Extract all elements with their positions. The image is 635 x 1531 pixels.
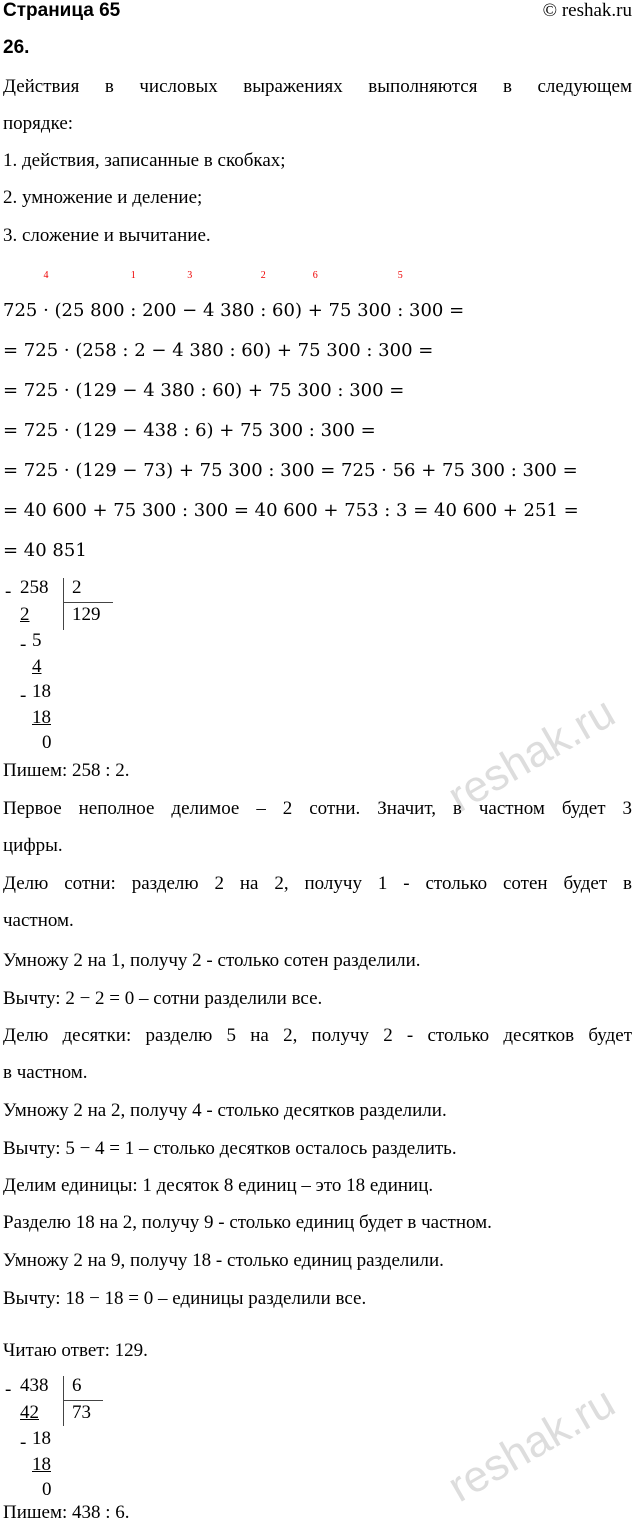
expr-part: 725 <box>3 300 44 321</box>
op-divide: : 5 <box>397 270 404 321</box>
division-row: 0 <box>42 732 52 753</box>
text-line: Пишем: 258 : 2. <box>3 760 130 781</box>
expr-part: 300 = <box>403 300 465 321</box>
division-row: 18 <box>32 1428 51 1449</box>
division-bar <box>63 1376 64 1426</box>
quotient: 73 <box>72 1402 91 1423</box>
division-row: 0 <box>42 1479 52 1500</box>
minus-sign: - <box>20 685 27 706</box>
quotient: 129 <box>72 604 101 625</box>
expr-part: 75 300 <box>322 300 398 321</box>
text-line: Делим единицы: 1 десяток 8 единиц – это 18 единиц. <box>3 1175 434 1196</box>
text-line: Делю сотни: разделю 2 на 2, получу 1 - столько сотен будет в <box>3 873 632 894</box>
expression <box>3 270 632 329</box>
op-divide: : 1 <box>130 270 137 321</box>
rule-item: 1. действия, записанные в скобках; <box>3 150 286 171</box>
division-bar <box>63 578 64 630</box>
minus-sign: - <box>20 634 27 655</box>
minus-sign: - <box>5 1379 12 1400</box>
division-row: 18 <box>32 1454 51 1475</box>
division-row: 18 <box>32 707 51 728</box>
order-mark: 3 <box>187 270 193 281</box>
step-line: = 725 · (129 − 438 : 6) + 75 300 : 300 = <box>3 420 376 441</box>
intro-line: Действия в числовых выражениях выполняются в следующем <box>3 76 632 97</box>
text-line: частном. <box>3 910 74 931</box>
op-multiply: · 4 <box>43 270 49 321</box>
division-row: 18 <box>32 681 51 702</box>
expr-part: 4 380 <box>197 300 261 321</box>
step-line: = 725 · (129 − 4 380 : 60) + 75 300 : 300 = <box>3 380 405 401</box>
order-mark: 4 <box>43 270 49 281</box>
page-title: Страница 65 <box>3 0 121 21</box>
task-number: 26. <box>3 37 30 58</box>
text-line: Разделю 18 на 2, получу 9 - столько единиц будет в частном. <box>3 1212 492 1233</box>
rule-item: 2. умножение и деление; <box>3 187 203 208</box>
site-credit: © reshak.ru <box>542 0 632 21</box>
text-line: Умножу 2 на 9, получу 18 - столько единиц разделили. <box>3 1250 444 1271</box>
minus-sign: - <box>20 1432 27 1453</box>
text-line: Вычту: 18 − 18 = 0 – единицы разделили все. <box>3 1288 367 1309</box>
op-plus: + 6 <box>307 270 323 321</box>
division-row: 42 <box>20 1402 39 1423</box>
expr-part: 60) <box>266 300 308 321</box>
watermark: reshak.ru <box>439 1377 624 1512</box>
op-minus: − 3 <box>182 270 198 321</box>
text-line: Вычту: 2 − 2 = 0 – сотни разделили все. <box>3 988 323 1009</box>
division-row: 5 <box>32 630 42 651</box>
step-line: = 40 851 <box>3 540 87 561</box>
dividend: 438 <box>20 1375 49 1396</box>
order-mark: 6 <box>312 270 318 281</box>
text-line: цифры. <box>3 835 63 856</box>
division-row: 2 <box>20 604 30 625</box>
text-line: Делю десятки: разделю 5 на 2, получу 2 - столько десятков будет <box>3 1025 632 1046</box>
step-line: = 40 600 + 75 300 : 300 = 40 600 + 753 : 3 = 40 600 + 251 = <box>3 500 579 521</box>
watermark: reshak.ru <box>439 687 624 822</box>
division-line <box>63 1400 103 1401</box>
order-mark: 1 <box>130 270 136 281</box>
text-line: Умножу 2 на 1, получу 2 - столько сотен разделили. <box>3 950 421 971</box>
divisor: 6 <box>72 1375 82 1396</box>
intro-line: порядке: <box>3 113 74 134</box>
text-line: Вычту: 5 − 4 = 1 – столько десятков осталось разделить. <box>3 1138 457 1159</box>
text-line: Умножу 2 на 2, получу 4 - столько десятков разделили. <box>3 1100 447 1121</box>
division-line <box>63 602 113 603</box>
step-line: = 725 · (129 − 73) + 75 300 : 300 = 725 · 56 + 75 300 : 300 = <box>3 460 578 481</box>
text-line: Первое неполное делимое – 2 сотни. Значит, в частном будет 3 <box>3 798 632 819</box>
order-mark: 5 <box>397 270 403 281</box>
expr-part: (25 800 <box>48 300 131 321</box>
order-mark: 2 <box>260 270 266 281</box>
op-divide: : 2 <box>260 270 267 321</box>
expr-part: 200 <box>136 300 183 321</box>
text-line: Читаю ответ: 129. <box>3 1340 148 1361</box>
divisor: 2 <box>72 577 82 598</box>
dividend: 258 <box>20 577 49 598</box>
step-line: = 725 · (258 : 2 − 4 380 : 60) + 75 300 : 300 = <box>3 340 434 361</box>
minus-sign: - <box>5 581 12 602</box>
division-row: 4 <box>32 656 42 677</box>
text-line: в частном. <box>3 1062 88 1083</box>
rule-item: 3. сложение и вычитание. <box>3 225 211 246</box>
text-line: Пишем: 438 : 6. <box>3 1502 130 1523</box>
